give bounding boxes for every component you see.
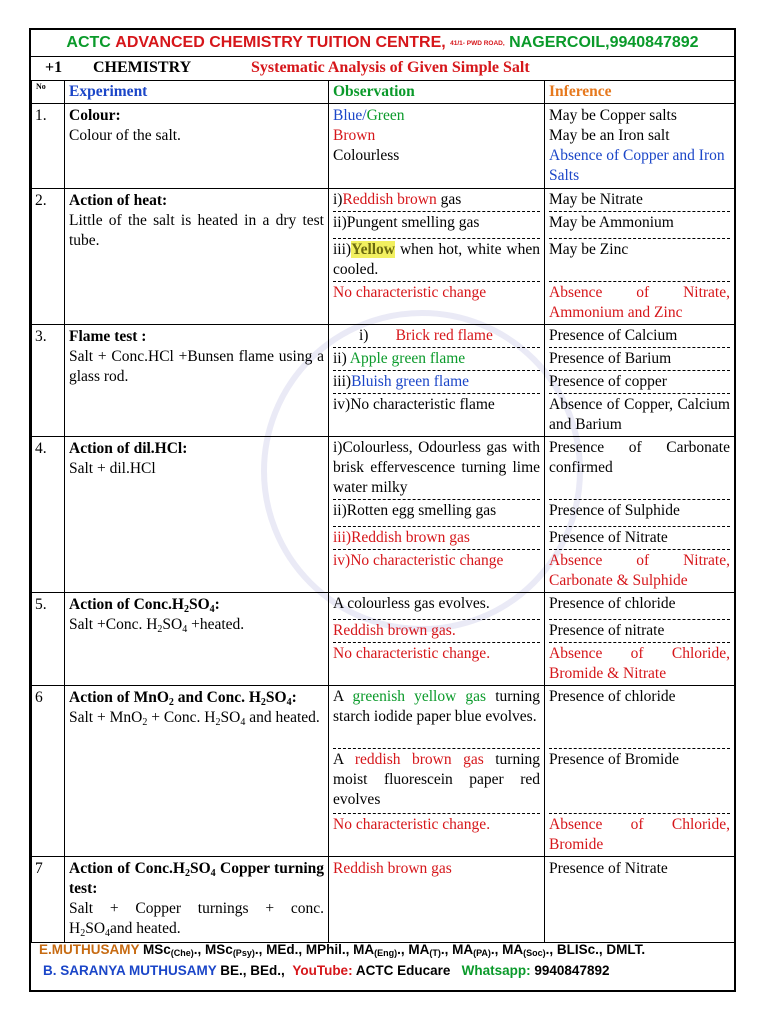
- obs-text: Reddish brown gas.: [333, 620, 540, 643]
- subscript: 2: [260, 697, 266, 708]
- subscript: 4: [286, 697, 292, 708]
- subscript: 2: [80, 928, 86, 939]
- subscript: 4: [182, 624, 188, 635]
- obs-text: No characteristic change.: [333, 645, 491, 662]
- observation-cell: [329, 325, 545, 437]
- footer-line-2: [43, 963, 609, 978]
- desc-part: SO: [85, 920, 106, 937]
- obs-text: iv)No characteristic flame: [333, 396, 495, 413]
- obs-text: A colourless gas evolves.: [333, 593, 540, 620]
- col-no: No: [32, 81, 65, 104]
- obs-text: turning starch iodide paper blue evolves.: [333, 688, 540, 725]
- title-part: Action of Conc.H: [69, 596, 184, 613]
- inf-text: Presence of copper: [549, 371, 730, 394]
- qual: ., MA: [490, 942, 524, 957]
- subscript: 4: [209, 604, 215, 615]
- title-part: :: [291, 689, 297, 706]
- inference-cell: [545, 686, 735, 857]
- table-row: [32, 189, 735, 325]
- title-part: SO: [188, 596, 210, 613]
- obs-text: No characteristic change: [333, 284, 487, 301]
- inf-text: Absence of Nitrate, Carbonate & Sulphide: [549, 552, 730, 589]
- obs-text: Blue: [333, 107, 363, 124]
- qual: ., MEd., MPhil., MA: [254, 942, 375, 957]
- obs-text: iv)No characteristic change: [333, 552, 504, 569]
- experiment-desc: Salt + Conc.HCl +Bunsen flame using a glass rod.: [69, 348, 324, 385]
- qual: (Eng): [374, 948, 398, 958]
- document-title: Systematic Analysis of Given Simple Salt: [251, 59, 530, 76]
- inf-text: Presence of nitrate: [549, 620, 730, 643]
- qual: (Soc): [523, 948, 546, 958]
- whatsapp-label: Whatsapp:: [461, 963, 531, 978]
- youtube-label: YouTube:: [292, 963, 353, 978]
- inf-text: Presence of Calcium: [549, 325, 730, 348]
- experiment-title: Flame test :: [69, 328, 147, 345]
- observation-cell: [329, 189, 545, 325]
- table-row: [32, 857, 735, 943]
- experiment-cell: [65, 104, 329, 189]
- observation-cell: [329, 437, 545, 593]
- desc-part: +heated.: [187, 616, 245, 633]
- acronym: ACTC: [66, 34, 111, 51]
- experiment-desc: Colour of the salt.: [69, 127, 181, 144]
- experiment-desc: Little of the salt is heated in a dry test tube.: [69, 212, 324, 249]
- experiment-desc: Salt + dil.HCl: [69, 460, 156, 477]
- subscript: 2: [157, 624, 163, 635]
- row-number: 2.: [32, 189, 65, 325]
- obs-text: ii)Pungent smelling gas: [333, 214, 480, 231]
- experiment-desc: [69, 709, 320, 726]
- inf-text: May be Copper salts: [549, 107, 677, 124]
- obs-text: iii): [333, 373, 352, 390]
- obs-text: Green: [366, 107, 405, 124]
- qual: (T): [429, 948, 441, 958]
- qual: ., MSc: [193, 942, 233, 957]
- desc-part: and heated.: [110, 920, 181, 937]
- obs-text: Colourless: [333, 147, 400, 164]
- inf-text: May be Ammonium: [549, 212, 730, 239]
- row-number: 5.: [32, 593, 65, 686]
- youtube-channel: ACTC Educare: [355, 963, 451, 978]
- subscript: 2: [183, 604, 189, 615]
- inf-text: Presence of Barium: [549, 348, 730, 371]
- obs-text: when hot, white when cooled.: [333, 241, 540, 278]
- table-row: [32, 686, 735, 857]
- observation-cell: [329, 593, 545, 686]
- desc-part: SO: [220, 709, 241, 726]
- inf-text: Presence of Nitrate: [549, 527, 730, 550]
- inference-cell: [545, 857, 735, 943]
- col-experiment: Experiment: [65, 81, 329, 104]
- inference-cell: [545, 437, 735, 593]
- experiment-cell: [65, 325, 329, 437]
- qual: ., MA: [440, 942, 474, 957]
- obs-text: Apple green flame: [349, 350, 466, 367]
- experiment-title: [69, 689, 297, 706]
- experiment-cell: [65, 686, 329, 857]
- teacher-name-1: E.MUTHUSAMY: [39, 942, 140, 957]
- subheader: [31, 56, 734, 81]
- title-part: SO: [189, 860, 211, 877]
- experiment-desc: [69, 900, 324, 937]
- inference-cell: [545, 104, 735, 189]
- experiment-cell: [65, 189, 329, 325]
- inf-text: Presence of chloride: [549, 593, 730, 620]
- obs-text: i): [333, 191, 343, 208]
- desc-part: Salt + Copper turnings + conc. H: [69, 900, 324, 937]
- obs-text: A: [333, 751, 355, 768]
- subscript: 2: [215, 717, 221, 728]
- obs-text: Reddish brown gas: [333, 860, 452, 877]
- qual: ., BLISc., DMLT.: [545, 942, 646, 957]
- desc-part: SO: [162, 616, 183, 633]
- inf-text: Presence of Nitrate: [549, 860, 668, 877]
- inference-cell: [545, 325, 735, 437]
- table-row: [32, 593, 735, 686]
- obs-text: iii)Reddish brown gas: [333, 527, 540, 550]
- subscript: 2: [168, 697, 174, 708]
- inference-cell: [545, 189, 735, 325]
- subscript: 4: [240, 717, 246, 728]
- observation-cell: [329, 104, 545, 189]
- inf-text: Presence of Sulphide: [549, 500, 730, 527]
- city-phone: NAGERCOIL,9940847892: [509, 34, 699, 51]
- inf-text: Presence of chloride: [549, 686, 730, 749]
- inf-text: Absence of Copper and Iron Salts: [549, 147, 725, 184]
- experiment-cell: [65, 857, 329, 943]
- obs-text: gas: [436, 191, 462, 208]
- title-part: SO: [265, 689, 287, 706]
- experiment-desc: [69, 616, 244, 633]
- title-part: :: [214, 596, 220, 613]
- experiment-cell: [65, 437, 329, 593]
- experiment-title: Colour:: [69, 107, 121, 124]
- observation-cell: [329, 686, 545, 857]
- teacher-quals-2: BE., BEd.,: [220, 963, 285, 978]
- subject: CHEMISTRY: [93, 59, 192, 76]
- desc-part: Salt + MnO: [69, 709, 143, 726]
- obs-text: ii)Rotten egg smelling gas: [333, 500, 540, 527]
- obs-text: i): [359, 327, 369, 344]
- row-number: 1.: [32, 104, 65, 189]
- qual: MSc: [143, 942, 171, 957]
- obs-text: Yellow: [351, 241, 396, 258]
- institute-header: [31, 30, 734, 57]
- title-part: Copper turning test:: [69, 860, 325, 897]
- experiment-title: Action of dil.HCl:: [69, 440, 188, 457]
- row-number: 6: [32, 686, 65, 857]
- inf-text: Presence of Bromide: [549, 749, 730, 814]
- qual: (PA): [473, 948, 491, 958]
- obs-text: /: [362, 107, 367, 124]
- obs-text: A: [333, 688, 353, 705]
- col-inference: Inference: [545, 81, 735, 104]
- obs-text: turning moist fluorescein paper red evolves: [333, 751, 541, 808]
- inf-text: Absence of Copper, Calcium and Barium: [549, 396, 730, 433]
- inf-text: Absence of Chloride, Bromide & Nitrate: [549, 645, 730, 682]
- desc-part: Salt +Conc. H: [69, 616, 158, 633]
- obs-text: iii): [333, 241, 352, 258]
- obs-text: Bluish green flame: [351, 373, 470, 390]
- obs-text: Brown: [333, 127, 376, 144]
- inf-text: May be Nitrate: [549, 189, 730, 212]
- subscript: 2: [184, 868, 190, 879]
- obs-text: No characteristic change.: [333, 816, 491, 833]
- row-number: 4.: [32, 437, 65, 593]
- subscript: 4: [210, 868, 216, 879]
- qual: (Psy): [232, 948, 255, 958]
- inference-cell: [545, 593, 735, 686]
- experiment-title: Action of heat:: [69, 192, 168, 209]
- experiment-title: [69, 860, 324, 897]
- inf-text: May be Zinc: [549, 239, 730, 282]
- subscript: 4: [105, 928, 111, 939]
- experiment-cell: [65, 593, 329, 686]
- table-header-row: [32, 81, 735, 104]
- footer-line-1: [39, 942, 645, 958]
- grade: +1: [45, 59, 63, 76]
- desc-part: + Conc. H: [147, 709, 216, 726]
- inf-text: May be an Iron salt: [549, 127, 670, 144]
- desc-part: and heated.: [245, 709, 320, 726]
- analysis-table: [31, 80, 735, 943]
- address: 41/1- PWD ROAD,: [450, 39, 505, 47]
- teacher-name-2: B. SARANYA MUTHUSAMY: [43, 963, 217, 978]
- obs-text: reddish brown gas: [354, 751, 484, 768]
- obs-text: Reddish brown: [342, 191, 437, 208]
- obs-text: greenish yellow gas: [352, 688, 487, 705]
- institute-name: ADVANCED CHEMISTRY TUITION CENTRE,: [115, 34, 446, 51]
- qual: (Che): [170, 948, 194, 958]
- title-part: Action of MnO: [69, 689, 169, 706]
- col-observation: Observation: [329, 81, 545, 104]
- row-number: 3.: [32, 325, 65, 437]
- obs-text: Brick red flame: [395, 327, 493, 344]
- row-number: 7: [32, 857, 65, 943]
- title-part: Action of Conc.H: [69, 860, 185, 877]
- experiment-title: [69, 596, 220, 613]
- whatsapp-number: 9940847892: [534, 963, 610, 978]
- observation-cell: [329, 857, 545, 943]
- table-row: [32, 104, 735, 189]
- table-row: [32, 437, 735, 593]
- obs-text: ii): [333, 350, 350, 367]
- subscript: 2: [142, 717, 148, 728]
- title-part: and Conc. H: [173, 689, 261, 706]
- qual: ., MA: [397, 942, 430, 957]
- inf-text: Absence of Chloride, Bromide: [549, 816, 730, 853]
- obs-text: i)Colourless, Odourless gas with brisk effervescence turning lime water milky: [333, 437, 540, 500]
- document-frame: [29, 28, 736, 992]
- inf-text: Absence of Nitrate, Ammonium and Zinc: [549, 284, 730, 321]
- table-row: [32, 325, 735, 437]
- inf-text: Presence of Carbonate confirmed: [549, 437, 730, 500]
